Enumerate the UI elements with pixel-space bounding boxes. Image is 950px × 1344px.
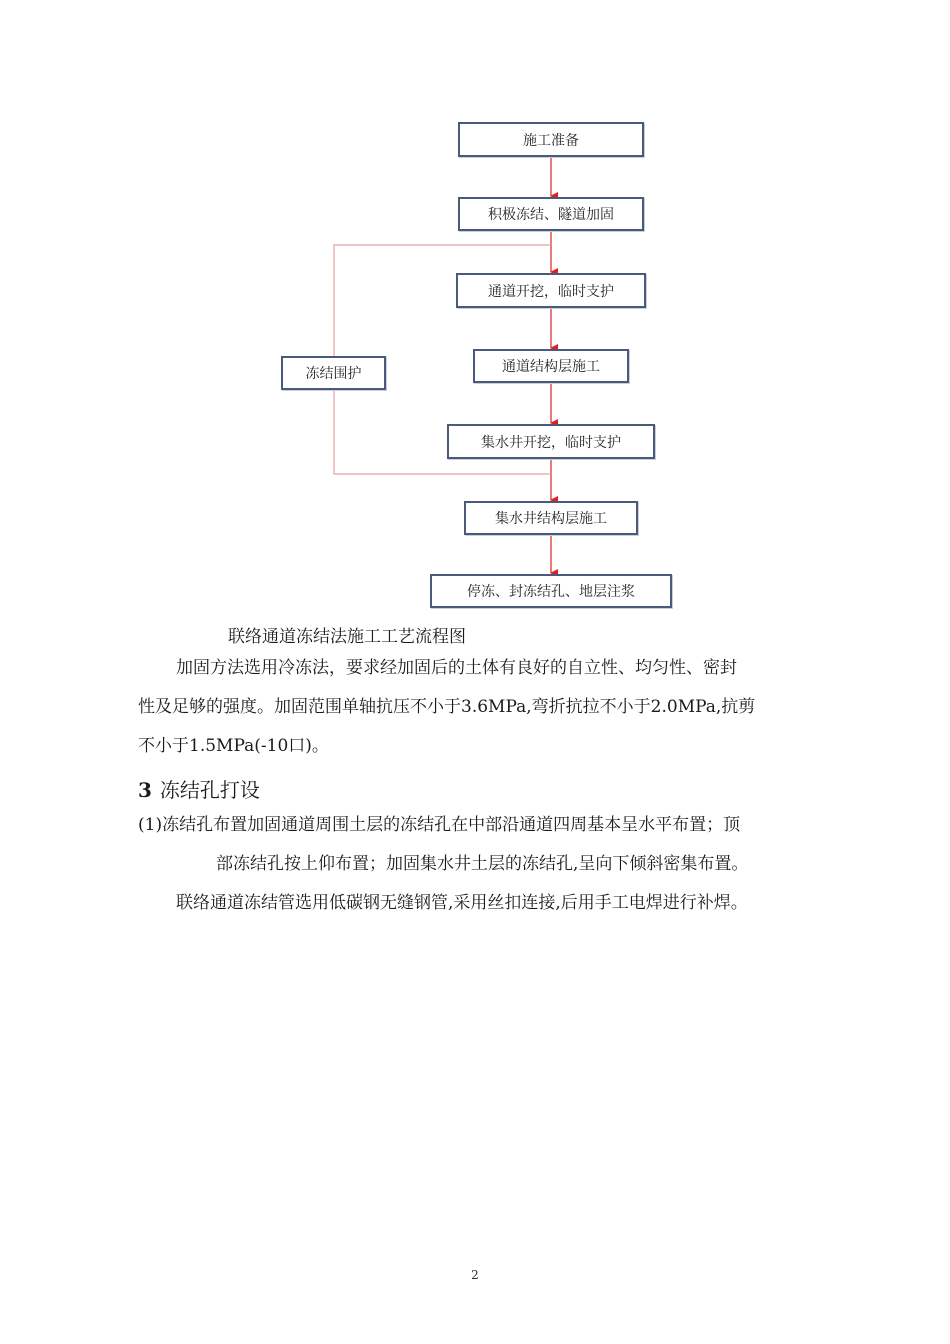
- node-stop: 停冻、封冻结孔、地层注浆: [430, 574, 672, 608]
- figure-caption: 联络通道冻结法施工工艺流程图: [228, 627, 466, 647]
- item-1-line-2: 部冻结孔按上仰布置；加固集水井土层的冻结孔,呈向下倾斜密集布置。: [216, 854, 749, 874]
- node-sump-excavate: 集水井开挖，临时支护: [447, 424, 655, 459]
- paragraph-2: 联络通道冻结管选用低碳钢无缝钢管,采用丝扣连接,后用手工电焊进行补焊。: [176, 893, 748, 913]
- node-side: 冻结围护: [281, 356, 386, 390]
- node-excavate: 通道开挖，临时支护: [456, 273, 646, 308]
- section-title: 冻结孔打设: [159, 778, 260, 802]
- section-number: 3: [138, 778, 152, 802]
- node-sump-structure: 集水井结构层施工: [464, 501, 638, 535]
- node-structure: 通道结构层施工: [473, 349, 629, 383]
- paragraph-1-line-3: 不小于1.5MPa(-10口)。: [138, 736, 329, 756]
- section-heading: [138, 774, 260, 803]
- node-prep: 施工准备: [458, 122, 644, 157]
- item-1-line-1: (1)冻结孔布置加固通道周围土层的冻结孔在中部沿通道四周基本呈水平布置；顶: [138, 815, 741, 835]
- paragraph-1-line-1: 加固方法选用冷冻法，要求经加固后的土体有良好的自立性、均匀性、密封: [176, 658, 737, 678]
- paragraph-1-line-2: 性及足够的强度。加固范围单轴抗压不小于3.6MPa,弯折抗拉不小于2.0MPa,抗剪: [138, 697, 756, 717]
- page-number: 2: [471, 1268, 479, 1282]
- node-freeze: 积极冻结、隧道加固: [458, 197, 644, 231]
- flowchart: [0, 0, 950, 620]
